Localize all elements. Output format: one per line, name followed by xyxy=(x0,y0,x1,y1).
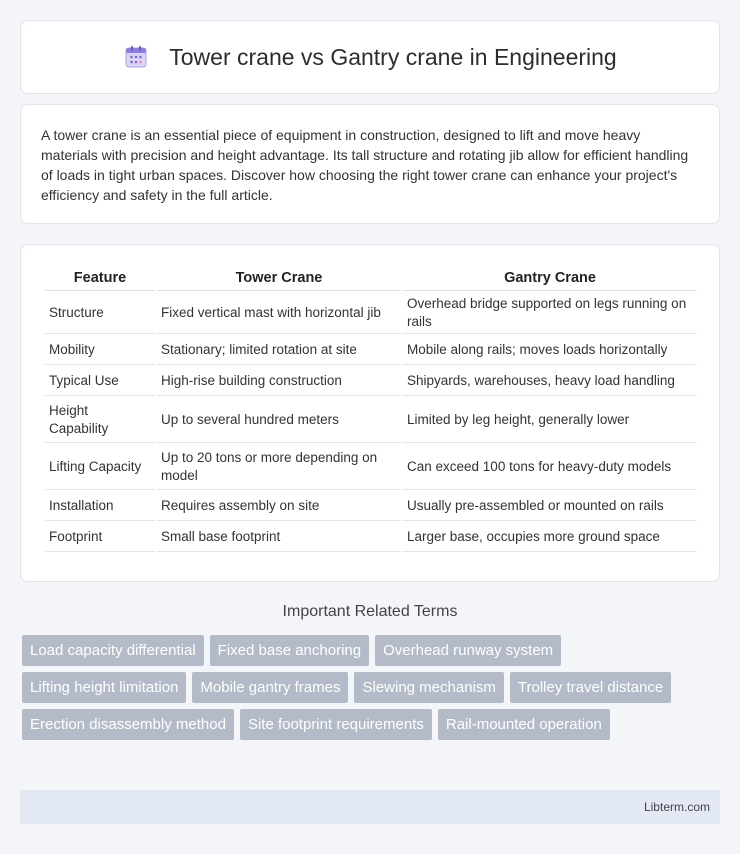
cell-feature: Lifting Capacity xyxy=(45,445,155,490)
table-row xyxy=(45,445,697,490)
table-row xyxy=(45,293,697,334)
table-header-row xyxy=(45,265,697,291)
title-card xyxy=(20,20,720,94)
comparison-table xyxy=(43,263,699,554)
cell-tower: Stationary; limited rotation at site xyxy=(157,336,401,365)
footer xyxy=(20,790,720,824)
cell-gantry: Mobile along rails; moves loads horizontally xyxy=(403,336,697,365)
term-tag[interactable]: Erection disassembly method xyxy=(22,709,234,740)
cell-feature: Structure xyxy=(45,293,155,334)
header-feature: Feature xyxy=(45,265,155,291)
cell-tower: Up to several hundred meters xyxy=(157,398,401,443)
intro-card xyxy=(20,104,720,224)
term-tag[interactable]: Lifting height limitation xyxy=(22,672,186,703)
cell-feature: Typical Use xyxy=(45,367,155,396)
cell-tower: High-rise building construction xyxy=(157,367,401,396)
term-tag[interactable]: Slewing mechanism xyxy=(354,672,503,703)
term-tag[interactable]: Trolley travel distance xyxy=(510,672,671,703)
cell-gantry: Larger base, occupies more ground space xyxy=(403,523,697,552)
page-title: Tower crane vs Gantry crane in Engineering xyxy=(169,43,617,70)
term-tag[interactable]: Overhead runway system xyxy=(375,635,561,666)
footer-brand-link[interactable]: Libterm.com xyxy=(643,800,710,814)
intro-text: A tower crane is an essential piece of equipment in construction, designed to lift and move heavy materials with precision and height advantage. Its tall structure and rotating jib allow for efficient handling of loads in tight urban spaces. Discover how choosing the right tower crane can enhance your project's efficiency and safety in the full article. xyxy=(41,127,689,203)
header-gantry-crane: Gantry Crane xyxy=(403,265,697,291)
cell-gantry: Shipyards, warehouses, heavy load handling xyxy=(403,367,697,396)
table-row xyxy=(45,492,697,521)
cell-tower: Up to 20 tons or more depending on model xyxy=(157,445,401,490)
related-terms-list xyxy=(22,635,722,746)
cell-feature: Height Capability xyxy=(45,398,155,443)
cell-feature: Footprint xyxy=(45,523,155,552)
table-row xyxy=(45,523,697,552)
table-row xyxy=(45,398,697,443)
cell-tower: Small base footprint xyxy=(157,523,401,552)
term-tag[interactable]: Rail-mounted operation xyxy=(438,709,610,740)
cell-feature: Installation xyxy=(45,492,155,521)
cell-feature: Mobility xyxy=(45,336,155,365)
term-tag[interactable]: Mobile gantry frames xyxy=(192,672,348,703)
cell-tower: Fixed vertical mast with horizontal jib xyxy=(157,293,401,334)
table-row xyxy=(45,367,697,396)
cell-gantry: Can exceed 100 tons for heavy-duty models xyxy=(403,445,697,490)
cell-tower: Requires assembly on site xyxy=(157,492,401,521)
cell-gantry: Usually pre-assembled or mounted on rails xyxy=(403,492,697,521)
related-terms-heading: Important Related Terms xyxy=(282,603,458,620)
term-tag[interactable]: Load capacity differential xyxy=(22,635,204,666)
cell-gantry: Limited by leg height, generally lower xyxy=(403,398,697,443)
header-tower-crane: Tower Crane xyxy=(157,265,401,291)
table-row xyxy=(45,336,697,365)
term-tag[interactable]: Fixed base anchoring xyxy=(210,635,369,666)
term-tag[interactable]: Site footprint requirements xyxy=(240,709,432,740)
cell-gantry: Overhead bridge supported on legs running on rails xyxy=(403,293,697,334)
calendar-icon xyxy=(123,44,149,70)
comparison-table-card xyxy=(20,244,720,582)
